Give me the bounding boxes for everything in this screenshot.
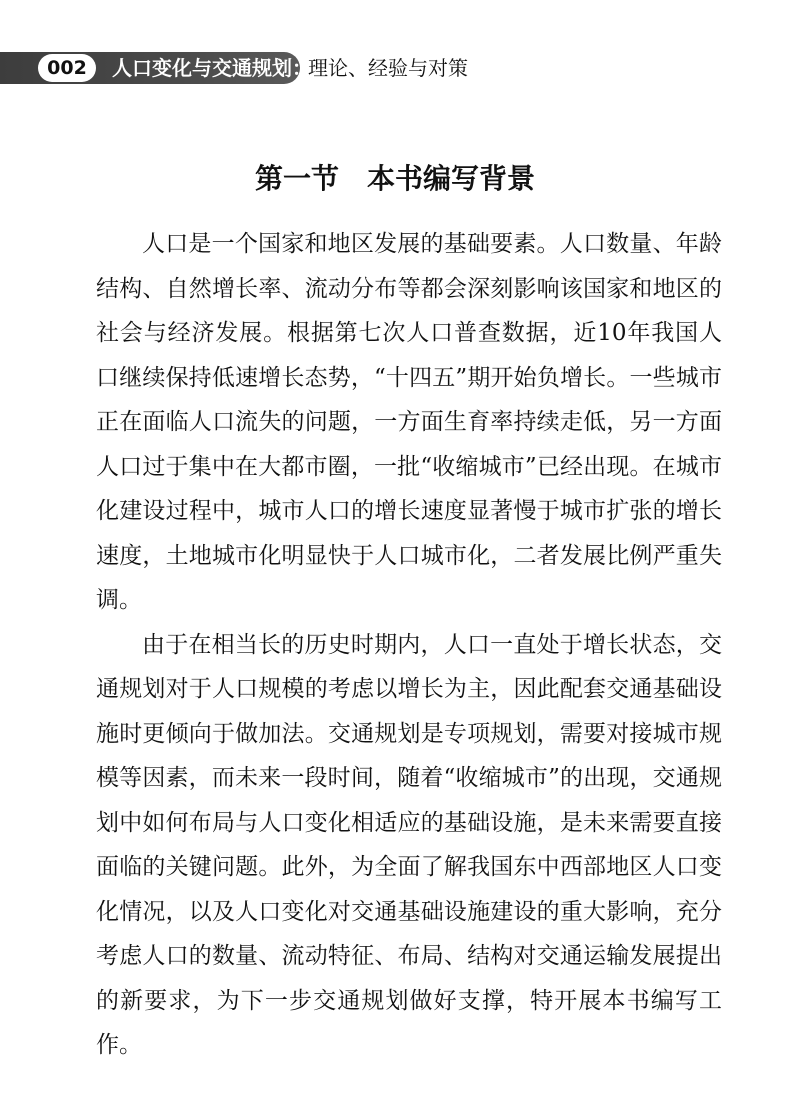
- book-title-main: 人口变化与交通规划：: [112, 56, 312, 80]
- paragraph-2: 由于在相当长的历史时期内，人口一直处于增长状态，交通规划对于人口规模的考虑以增长为主，因此配套交通基础设施时更倾向于做加法。交通规划是专项规划，需要对接城市规模等因素，而未来一段时间，随着“收缩城市”的出现，交通规划中如何布局与人口变化相适应的基础设施，是未来需要直接面临的关键问题。此外，为全面了解我国东中西部地区人口变化情况，以及人口变化对交通基础设施建设的重大影响，充分考虑人口的数量、流动特征、布局、结构对交通运输发展提出的新要求，为下一步交通规划做好支撑，特开展本书编写工作。: [96, 631, 722, 1058]
- page-number: 002: [38, 54, 96, 82]
- body-text: [96, 222, 722, 1068]
- book-title-sub: 理论、经验与对策: [308, 56, 468, 80]
- running-header: [0, 50, 790, 86]
- paragraph-1: 人口是一个国家和地区发展的基础要素。人口数量、年龄结构、自然增长率、流动分布等都会深刻影响该国家和地区的社会与经济发展。根据第七次人口普查数据，近10年我国人口继续保持低速增长态势，“十四五”期开始负增长。一些城市正在面临人口流失的问题，一方面生育率持续走低，另一方面人口过于集中在大都市圈，一批“收缩城市”已经出现。在城市化建设过程中，城市人口的增长速度显著慢于城市扩张的增长速度，土地城市化明显快于人口城市化，二者发展比例严重失调。: [96, 231, 722, 613]
- section-heading: 第一节 本书编写背景: [254, 161, 535, 195]
